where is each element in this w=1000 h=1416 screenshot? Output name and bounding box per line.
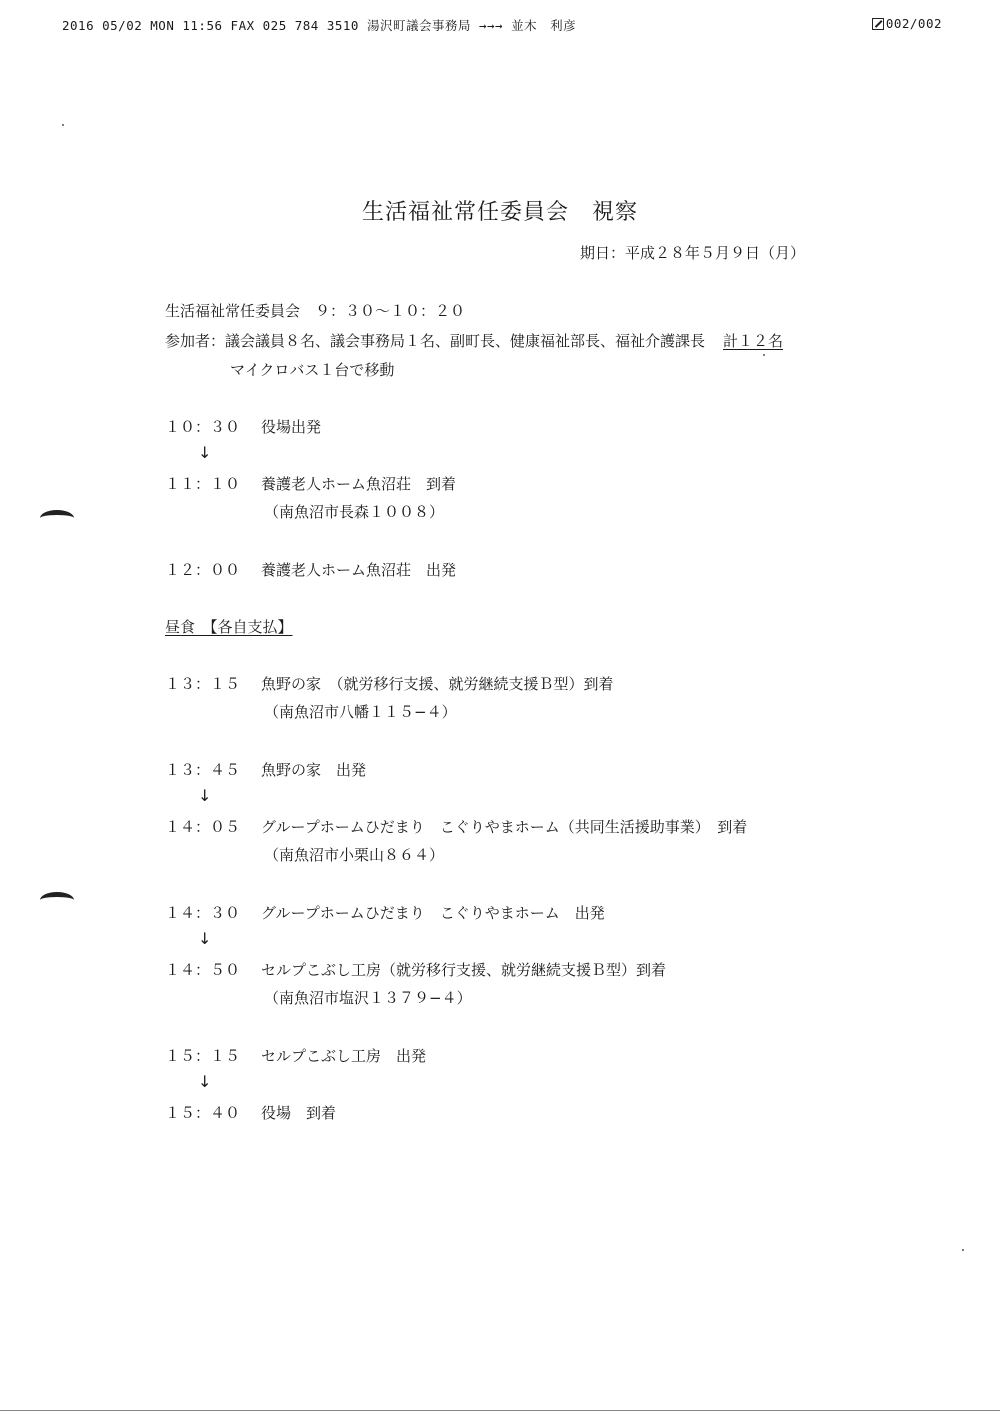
committee-time: 生活福祉常任委員会 ９：３０〜１０：２０ (165, 302, 466, 320)
participants-label: 参加者： (165, 332, 226, 350)
down-arrow-icon: ↓ (198, 786, 212, 805)
schedule-item (165, 759, 366, 780)
schedule-text: グループホームひだまり こぐりやまホーム 出発 (261, 904, 605, 922)
schedule-address: （南魚沼市八幡１１５−４） (264, 703, 457, 721)
down-arrow-icon: ↓ (198, 443, 212, 462)
schedule-item (165, 902, 605, 923)
schedule-time: １２：００ (165, 561, 241, 579)
schedule-item (165, 959, 666, 980)
fax-page-text: 002/002 (885, 16, 942, 31)
down-arrow-icon: ↓ (198, 929, 212, 948)
schedule-text: 魚野の家 （就労移行支援、就労継続支援Ｂ型）到着 (261, 675, 614, 693)
fax-checkbox-icon (872, 18, 884, 30)
fax-header (62, 14, 942, 36)
schedule-address: （南魚沼市小栗山８６４） (264, 846, 445, 864)
schedule-item (165, 1102, 336, 1123)
schedule-time: １３：４５ (165, 761, 241, 779)
schedule-text: グループホームひだまり こぐりやまホーム（共同生活援助事業） 到着 (261, 818, 748, 836)
schedule-item (165, 473, 456, 494)
schedule-time: １５：１５ (165, 1047, 241, 1065)
punch-hole-mark (40, 510, 74, 526)
schedule-time: １４：５０ (165, 961, 241, 979)
punch-hole-mark (40, 892, 74, 908)
participants-line (165, 330, 783, 351)
lunch-note: 昼食 【各自支払】 (165, 618, 293, 636)
scan-speck (62, 124, 64, 126)
fax-page-number (872, 16, 942, 31)
fax-header-info: 2016 05/02 MON 11:56 FAX 025 784 3510 湯沢町議会事務局 →→→ 並木 利彦 (62, 18, 577, 33)
schedule-address: （南魚沼市長森１００８） (264, 503, 445, 521)
visit-date: 期日：平成２８年５月９日（月） (580, 244, 806, 262)
scan-speck (763, 354, 765, 356)
schedule-time: １０：３０ (165, 418, 241, 436)
schedule-time: １３：１５ (165, 675, 241, 693)
transport-line: マイクロバス１台で移動 (230, 361, 395, 379)
schedule-item (165, 1045, 426, 1066)
schedule-text: セルプこぶし工房 出発 (261, 1047, 427, 1065)
schedule-text: 養護老人ホーム魚沼荘 出発 (261, 561, 457, 579)
schedule-text: 養護老人ホーム魚沼荘 到着 (261, 475, 457, 493)
schedule-time: １４：３０ (165, 904, 241, 922)
scan-speck (962, 1249, 964, 1251)
schedule-item (165, 673, 614, 694)
schedule-text: 役場 到着 (261, 1104, 337, 1122)
scan-edge-line (0, 1410, 1000, 1411)
schedule-item (165, 816, 747, 837)
page-title: 生活福祉常任委員会 視察 (361, 200, 638, 225)
down-arrow-icon: ↓ (198, 1072, 212, 1091)
schedule-time: １５：４０ (165, 1104, 241, 1122)
schedule-item (165, 416, 321, 437)
schedule-text: 魚野の家 出発 (261, 761, 367, 779)
participants-total: 計１２名 (723, 332, 784, 350)
schedule-time: １４：０５ (165, 818, 241, 836)
participants-members: 議会議員８名、議会事務局１名、副町長、健康福祉部長、福祉介護課長 (225, 332, 706, 350)
schedule-time: １１：１０ (165, 475, 241, 493)
schedule-text: 役場出発 (261, 418, 322, 436)
schedule-text: セルプこぶし工房（就労移行支援、就労継続支援Ｂ型）到着 (261, 961, 667, 979)
schedule-address: （南魚沼市塩沢１３７９−４） (264, 989, 472, 1007)
schedule-item (165, 559, 456, 580)
